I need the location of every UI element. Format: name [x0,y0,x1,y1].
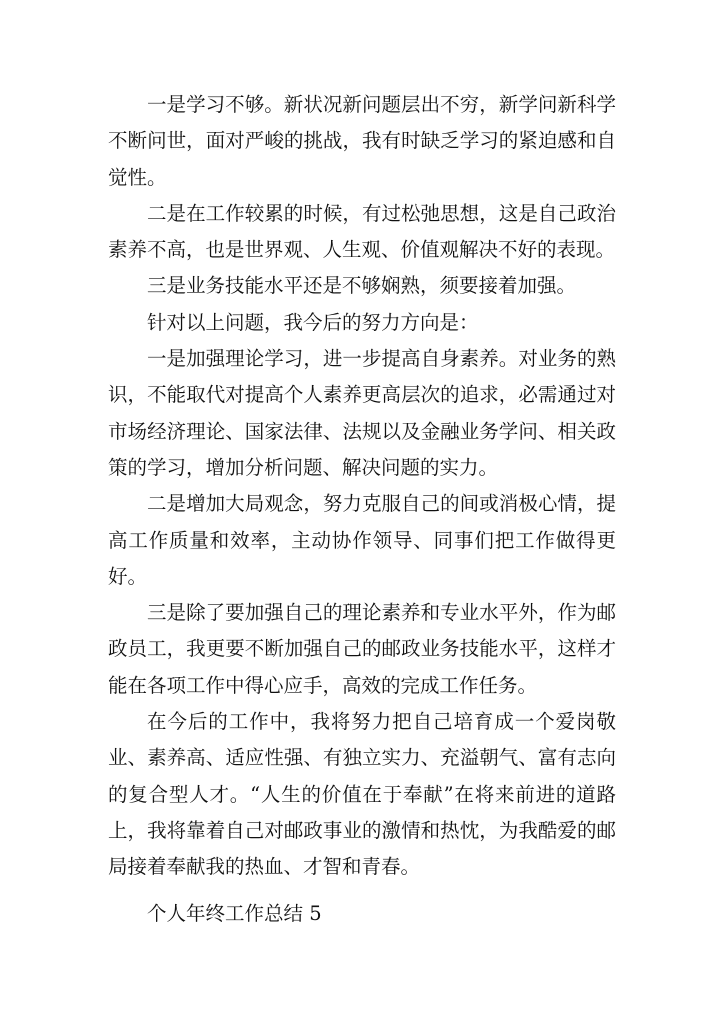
paragraph-8: 在今后的工作中，我将努力把自己培育成一个爱岗敬业、素养高、适应性强、有独立实力、充溢朝气、富有志向的复合型人才。“人生的价值在于奉献”在将来前进的道路上，我将靠着自己对邮政事业的激情和热忱，为我酷爱的邮局接着奉献我的热血、才智和青春。 [108,710,616,879]
paragraph-7: 三是除了要加强自己的理论素养和专业水平外，作为邮政员工，我更要不断加强自己的邮政业务技能水平，这样才能在各项工作中得心应手，高效的完成工作任务。 [108,601,616,697]
paragraph-2: 二是在工作较累的时候，有过松弛思想，这是自己政治素养不高，也是世界观、人生观、价值观解决不好的表现。 [108,201,616,262]
section-title: 个人年终工作总结 5 [147,901,322,925]
paragraph-4: 针对以上问题，我今后的努力方向是： [147,310,479,334]
paragraph-6: 二是增加大局观念，努力克服自己的间或消极心情，提高工作质量和效率，主动协作领导、同事们把工作做得更好。 [108,492,616,588]
paragraph-1: 一是学习不够。新状况新问题层出不穷，新学问新科学不断问世，面对严峻的挑战，我有时缺乏学习的紧迫感和自觉性。 [108,93,616,189]
document-body [108,87,616,932]
paragraph-5: 一是加强理论学习，进一步提高自身素养。对业务的熟识，不能取代对提高个人素养更高层次的追求，必需通过对市场经济理论、国家法律、法规以及金融业务学问、相关政策的学习，增加分析问题、解决问题的实力。 [108,347,616,479]
paragraph-3: 三是业务技能水平还是不够娴熟，须要接着加强。 [147,274,577,298]
